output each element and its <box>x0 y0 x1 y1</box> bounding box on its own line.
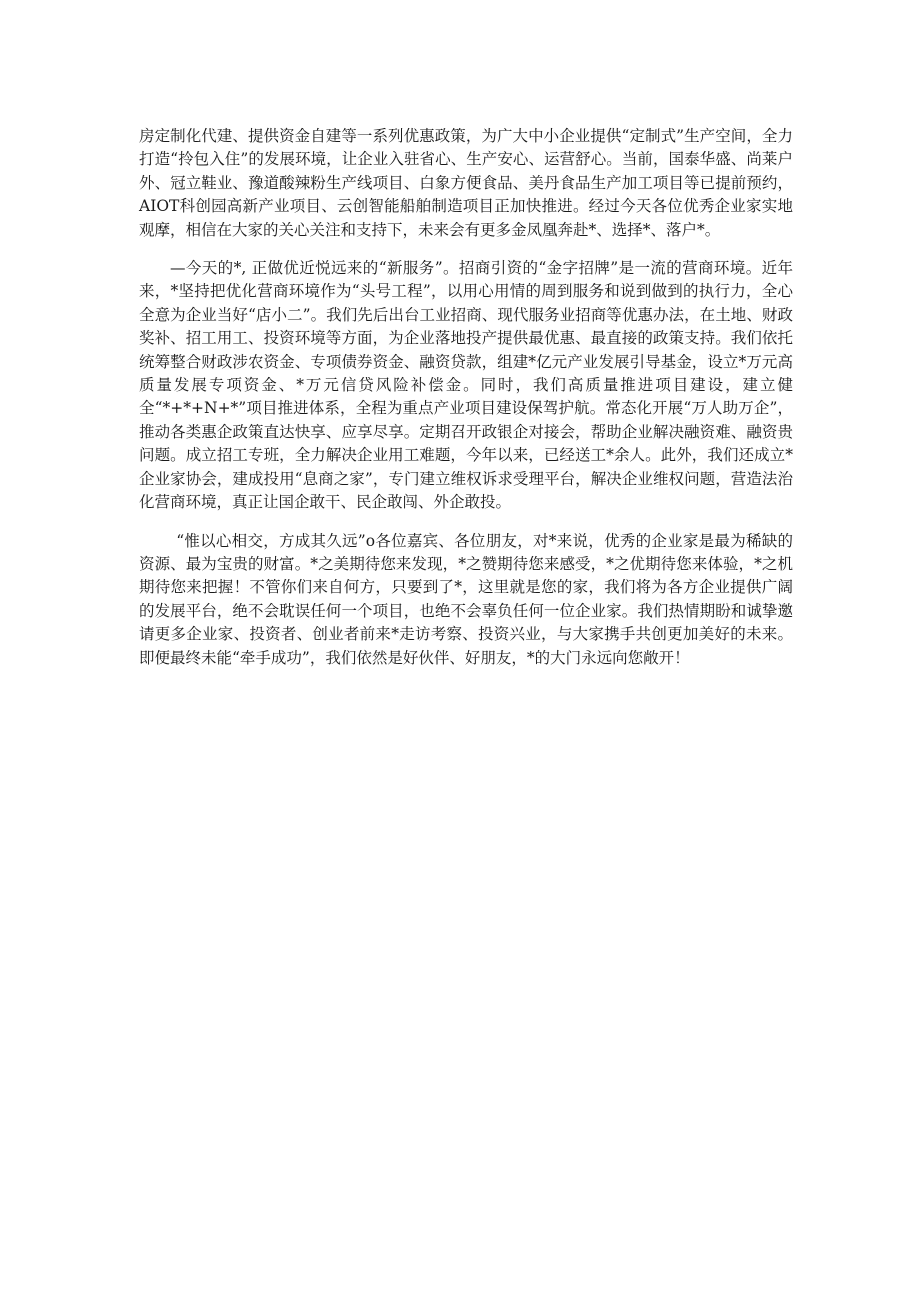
paragraph-invitation: “惟以心相交，方成其久远”o各位嘉宾、各位朋友，对*来说，优秀的企业家是最为稀缺的资源、最为宝贵的财富。*之美期待您来发现，*之赞期待您来感受，*之优期待您来体验，*之机期待您来把握！不管你们来自何方，只要到了*，这里就是您的家，我们将为各方企业提供广阔的发展平台，绝不会耽误任何一个项目，也绝不会辜负任何一位企业家。我们热情期盼和诚挚邀请更多企业家、投资者、创业者前来*走访考察、投资兴业，与大家携手共创更加美好的未来。即便最终未能“牵手成功”，我们依然是好伙伴、好朋友，*的大门永远向您敞开！ <box>139 531 793 667</box>
document-body <box>139 125 793 670</box>
paragraph-new-service: —今天的*, 正做优近悦远来的“新服务”。招商引资的“金字招牌”是一流的营商环境。近年来，*坚持把优化营商环境作为“头号工程”，以用心用情的周到服务和说到做到的执行力，全心全意为企业当好“店小二”。我们先后出台工业招商、现代服务业招商等优惠办法，在土地、财政奖补、招工用工、投资环境等方面，为企业落地投产提供最优惠、最直接的政策支持。我们依托统筹整合财政涉农资金、专项债券资金、融资贷款，组建*亿元产业发展引导基金，设立*万元高质量发展专项资金、*万元信贷风险补偿金。同时，我们高质量推进项目建设，建立健全“*+*+N+*”项目推进体系，全程为重点产业项目建设保驾护航。常态化开展“万人助万企”，推动各类惠企政策直达快享、应享尽享。定期召开政银企对接会，帮助企业解决融资难、融资贵问题。成立招工专班，全力解决企业用工难题，今年以来，已经送工*余人。此外，我们还成立*企业家协会，建成投用“息商之家”，专门建立维权诉求受理平台，解决企业维权问题，营造法治化营商环境，真正让国企敢干、民企敢闯、外企敢投。 <box>139 259 793 512</box>
paragraph-policy-support: 房定制化代建、提供资金自建等一系列优惠政策，为广大中小企业提供“定制式”生产空间，全力打造“拎包入住”的发展环境，让企业入驻省心、生产安心、运营舒心。当前，国泰华盛、尚莱户外、冠立鞋业、豫道酸辣粉生产线项目、白象方便食品、美丹食品生产加工项目等已提前预约，AIOT科创园高新产业项目、云创智能船舶制造项目正加快推进。经过今天各位优秀企业家实地观摩，相信在大家的关心关注和支持下，未来会有更多金凤凰奔赴*、选择*、落户*。 <box>139 127 793 239</box>
